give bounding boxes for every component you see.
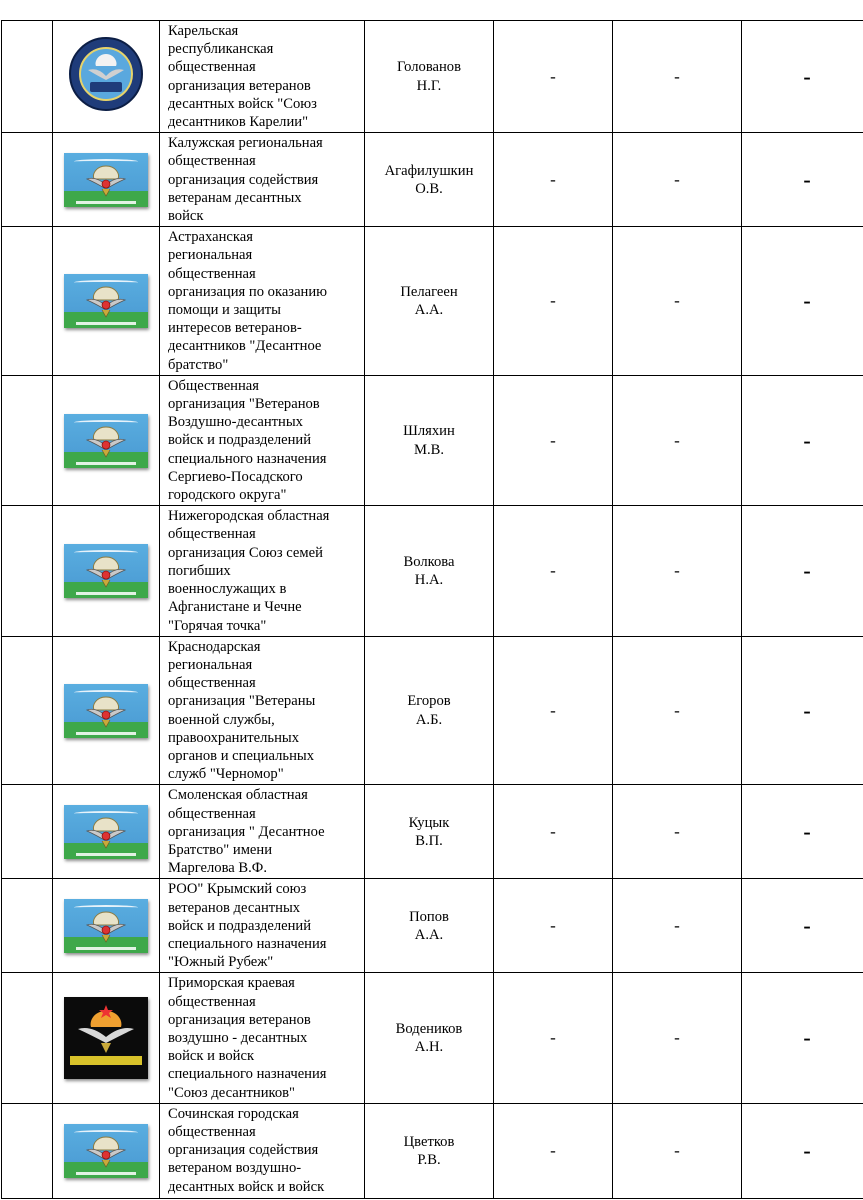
column-5-cell <box>613 227 742 376</box>
dash-value: - <box>550 291 556 311</box>
dash-value: - <box>674 169 680 189</box>
row-number-cell <box>2 785 53 879</box>
head-name-line: Р.В. <box>417 1151 441 1168</box>
table-row <box>2 227 863 376</box>
row-number-cell <box>2 227 53 376</box>
organization-name-line: Калужская региональная <box>168 135 323 152</box>
table-row <box>2 636 863 785</box>
head-name-line: А.А. <box>414 926 444 943</box>
column-4-cell <box>494 1103 613 1198</box>
row-number-cell <box>2 1103 53 1198</box>
logo-cell <box>53 1103 160 1198</box>
organization-name-line: органов и специальных <box>168 747 315 764</box>
row-number-cell <box>2 21 53 133</box>
organization-name-line: погибших <box>168 562 231 579</box>
dash-value: - <box>550 430 556 450</box>
vdv-flag-icon <box>64 544 148 598</box>
dash-value: - <box>803 557 811 583</box>
logo-cell <box>53 879 160 973</box>
organization-name-line: ветеранам десантных <box>168 189 302 206</box>
dash-value: - <box>674 700 680 720</box>
dash-value: - <box>674 821 680 841</box>
head-name-line: А.А. <box>414 302 444 319</box>
organization-name-cell <box>160 636 365 785</box>
organization-name-line: Общественная <box>168 377 259 394</box>
vdv-flag-icon <box>64 899 148 953</box>
column-6-cell <box>742 636 863 785</box>
organization-name-line: организация "Ветеранов <box>168 396 320 413</box>
head-name-cell <box>365 375 494 505</box>
primorsky-flag-icon <box>64 997 148 1079</box>
organization-name-line: общественная <box>168 59 256 76</box>
column-5-cell <box>613 133 742 227</box>
organization-name-line: специального назначения <box>168 1066 327 1083</box>
head-name-line: Водеников <box>395 1020 463 1037</box>
column-6-cell <box>742 879 863 973</box>
organization-name-line: организация "Ветераны <box>168 693 316 710</box>
organization-name-line: общественная <box>168 153 256 170</box>
column-5-cell <box>613 375 742 505</box>
dash-value: - <box>674 66 680 86</box>
organization-name-line: Приморская краевая <box>168 975 295 992</box>
column-6-cell <box>742 1103 863 1198</box>
organization-name-line: войск и подразделений <box>168 432 312 449</box>
head-name-line: Пелагеен <box>400 283 458 300</box>
organization-name-line: Краснодарская <box>168 638 261 655</box>
organization-name-cell <box>160 879 365 973</box>
row-number-cell <box>2 973 53 1103</box>
logo-cell <box>53 133 160 227</box>
head-name-cell <box>365 879 494 973</box>
head-name-line: А.Н. <box>414 1039 444 1056</box>
table-row <box>2 506 863 636</box>
row-number-cell <box>2 133 53 227</box>
organization-name-line: организация ветеранов <box>168 1011 311 1028</box>
organization-name-cell <box>160 21 365 133</box>
dash-value: - <box>803 1025 811 1051</box>
table-row <box>2 21 863 133</box>
column-6-cell <box>742 973 863 1103</box>
column-5-cell <box>613 506 742 636</box>
organization-name-cell <box>160 133 365 227</box>
head-name-line: Попов <box>409 908 449 925</box>
organization-name-line: Смоленская областная <box>168 787 308 804</box>
organization-name-cell <box>160 785 365 879</box>
dash-value: - <box>550 560 556 580</box>
organization-name-line: "Союз десантников" <box>168 1084 296 1101</box>
column-5-cell <box>613 1103 742 1198</box>
dash-value: - <box>550 1028 556 1048</box>
organization-name-line: республиканская <box>168 41 274 58</box>
head-name-line: В.П. <box>415 832 443 849</box>
organization-name-line: десантников Карелии" <box>168 114 309 131</box>
organization-name-line: ветеранов десантных <box>168 899 301 916</box>
dash-value: - <box>803 818 811 844</box>
table-row <box>2 1103 863 1198</box>
organization-name-cell <box>160 506 365 636</box>
vdv-flag-icon <box>64 805 148 859</box>
column-5-cell <box>613 785 742 879</box>
organization-name-line: специального назначения <box>168 450 327 467</box>
dash-value: - <box>674 1140 680 1160</box>
organization-name-line: правоохранительных <box>168 729 300 746</box>
organization-name-line: общественная <box>168 265 256 282</box>
dash-value: - <box>550 821 556 841</box>
organization-name-line: военной службы, <box>168 711 275 728</box>
column-5-cell <box>613 879 742 973</box>
organization-name-line: войск <box>168 208 204 225</box>
organization-name-cell <box>160 227 365 376</box>
head-name-line: Агафилушкин <box>384 162 474 179</box>
organization-name-line: десантных войск "Союз <box>168 95 317 112</box>
logo-cell <box>53 227 160 376</box>
dash-value: - <box>674 430 680 450</box>
organization-name-line: служб "Черномор" <box>168 766 284 783</box>
column-4-cell <box>494 21 613 133</box>
column-5-cell <box>613 21 742 133</box>
organization-name-line: десантников "Десантное <box>168 338 322 355</box>
column-4-cell <box>494 785 613 879</box>
column-5-cell <box>613 973 742 1103</box>
logo-cell <box>53 21 160 133</box>
dash-value: - <box>803 63 811 89</box>
dash-value: - <box>803 427 811 453</box>
dash-value: - <box>550 66 556 86</box>
organization-name-cell <box>160 1103 365 1198</box>
dash-value: - <box>550 915 556 935</box>
head-name-line: О.В. <box>415 180 443 197</box>
head-name-line: Цветков <box>403 1133 455 1150</box>
head-name-line: Егоров <box>407 693 451 710</box>
organization-name-line: Нижегородская областная <box>168 508 330 525</box>
head-name-cell <box>365 133 494 227</box>
organization-name-line: организация Союз семей <box>168 544 323 561</box>
organization-name-line: общественная <box>168 675 256 692</box>
table-row <box>2 973 863 1103</box>
dash-value: - <box>803 288 811 314</box>
logo-cell <box>53 636 160 785</box>
head-name-line: Волкова <box>403 553 455 570</box>
head-name-cell <box>365 21 494 133</box>
dash-value: - <box>674 560 680 580</box>
vdv-flag-icon <box>64 274 148 328</box>
head-name-cell <box>365 506 494 636</box>
organization-name-line: общественная <box>168 993 256 1010</box>
column-6-cell <box>742 21 863 133</box>
column-6-cell <box>742 506 863 636</box>
row-number-cell <box>2 506 53 636</box>
column-6-cell <box>742 227 863 376</box>
column-6-cell <box>742 133 863 227</box>
vdv-flag-icon <box>64 1124 148 1178</box>
dash-value: - <box>674 291 680 311</box>
organization-name-line: общественная <box>168 1123 256 1140</box>
table-row <box>2 879 863 973</box>
table-row <box>2 133 863 227</box>
column-4-cell <box>494 227 613 376</box>
head-name-line: Голованов <box>396 59 461 76</box>
organization-name-line: воздушно - десантных <box>168 1029 308 1046</box>
dash-value: - <box>550 700 556 720</box>
column-6-cell <box>742 375 863 505</box>
organization-name-line: общественная <box>168 805 256 822</box>
column-4-cell <box>494 973 613 1103</box>
organization-name-line: организация содействия <box>168 1142 319 1159</box>
organization-name-line: помощи и защиты <box>168 302 281 319</box>
organization-name-line: РОО" Крымский союз <box>168 881 307 898</box>
dash-value: - <box>803 166 811 192</box>
column-4-cell <box>494 375 613 505</box>
organization-name-line: Карельская <box>168 23 239 39</box>
head-name-line: Н.А. <box>414 571 444 588</box>
column-4-cell <box>494 636 613 785</box>
organization-name-line: Братство" имени <box>168 841 273 858</box>
vdv-flag-icon <box>64 414 148 468</box>
organization-name-cell <box>160 375 365 505</box>
column-4-cell <box>494 879 613 973</box>
organization-name-line: братство" <box>168 356 229 373</box>
logo-cell <box>53 375 160 505</box>
organization-name-line: специального назначения <box>168 935 327 952</box>
dash-value: - <box>674 1028 680 1048</box>
dash-value: - <box>803 1137 811 1163</box>
column-5-cell <box>613 636 742 785</box>
organization-name-line: ветераном воздушно- <box>168 1160 302 1177</box>
vdv-flag-icon <box>64 684 148 738</box>
dash-value: - <box>674 915 680 935</box>
column-4-cell <box>494 133 613 227</box>
logo-cell <box>53 973 160 1103</box>
organization-name-line: "Южный Рубеж" <box>168 954 274 971</box>
organization-name-line: военнослужащих в <box>168 581 287 598</box>
organization-name-line: Маргелова В.Ф. <box>168 860 267 877</box>
organization-name-line: региональная <box>168 656 253 673</box>
row-number-cell <box>2 879 53 973</box>
organization-name-line: войск и подразделений <box>168 917 312 934</box>
organization-name-line: организация содействия <box>168 171 319 188</box>
organization-name-line: организация ветеранов <box>168 77 311 94</box>
column-4-cell <box>494 506 613 636</box>
organization-name-line: войск и войск <box>168 1048 255 1065</box>
logo-cell <box>53 506 160 636</box>
head-name-line: А.Б. <box>415 711 443 728</box>
dash-value: - <box>550 1140 556 1160</box>
row-number-cell <box>2 636 53 785</box>
dash-value: - <box>803 912 811 938</box>
organization-name-line: Сочинская городская <box>168 1105 299 1122</box>
head-name-line: Н.Г. <box>416 77 442 94</box>
organization-name-line: организация " Десантное <box>168 823 325 840</box>
head-name-line: Куцык <box>408 814 450 831</box>
organization-name-line: десантных войск и войск <box>168 1178 325 1195</box>
head-name-line: Шляхин <box>403 423 455 440</box>
head-name-cell <box>365 785 494 879</box>
table-row <box>2 375 863 505</box>
dash-value: - <box>550 169 556 189</box>
head-name-cell <box>365 636 494 785</box>
organization-name-line: городского округа" <box>168 487 287 504</box>
organization-name-line: Воздушно-десантных <box>168 414 303 431</box>
vdv-flag-icon <box>64 153 148 207</box>
head-name-cell <box>365 973 494 1103</box>
vdv-seal-icon <box>68 36 144 117</box>
organization-name-line: организация по оказанию <box>168 283 328 300</box>
organization-name-cell <box>160 973 365 1103</box>
logo-cell <box>53 785 160 879</box>
row-number-cell <box>2 375 53 505</box>
organizations-table <box>1 20 863 1199</box>
table-row <box>2 785 863 879</box>
organization-name-line: Астраханская <box>168 229 253 246</box>
organization-name-line: Сергиево-Посадского <box>168 468 303 485</box>
organization-name-line: интересов ветеранов- <box>168 320 302 337</box>
organization-name-line: общественная <box>168 526 256 543</box>
dash-value: - <box>803 697 811 723</box>
head-name-cell <box>365 227 494 376</box>
organization-name-line: региональная <box>168 247 253 264</box>
head-name-line: М.В. <box>413 441 444 458</box>
head-name-cell <box>365 1103 494 1198</box>
column-6-cell <box>742 785 863 879</box>
organization-name-line: "Горячая точка" <box>168 617 267 634</box>
organization-name-line: Афганистане и Чечне <box>168 599 302 616</box>
